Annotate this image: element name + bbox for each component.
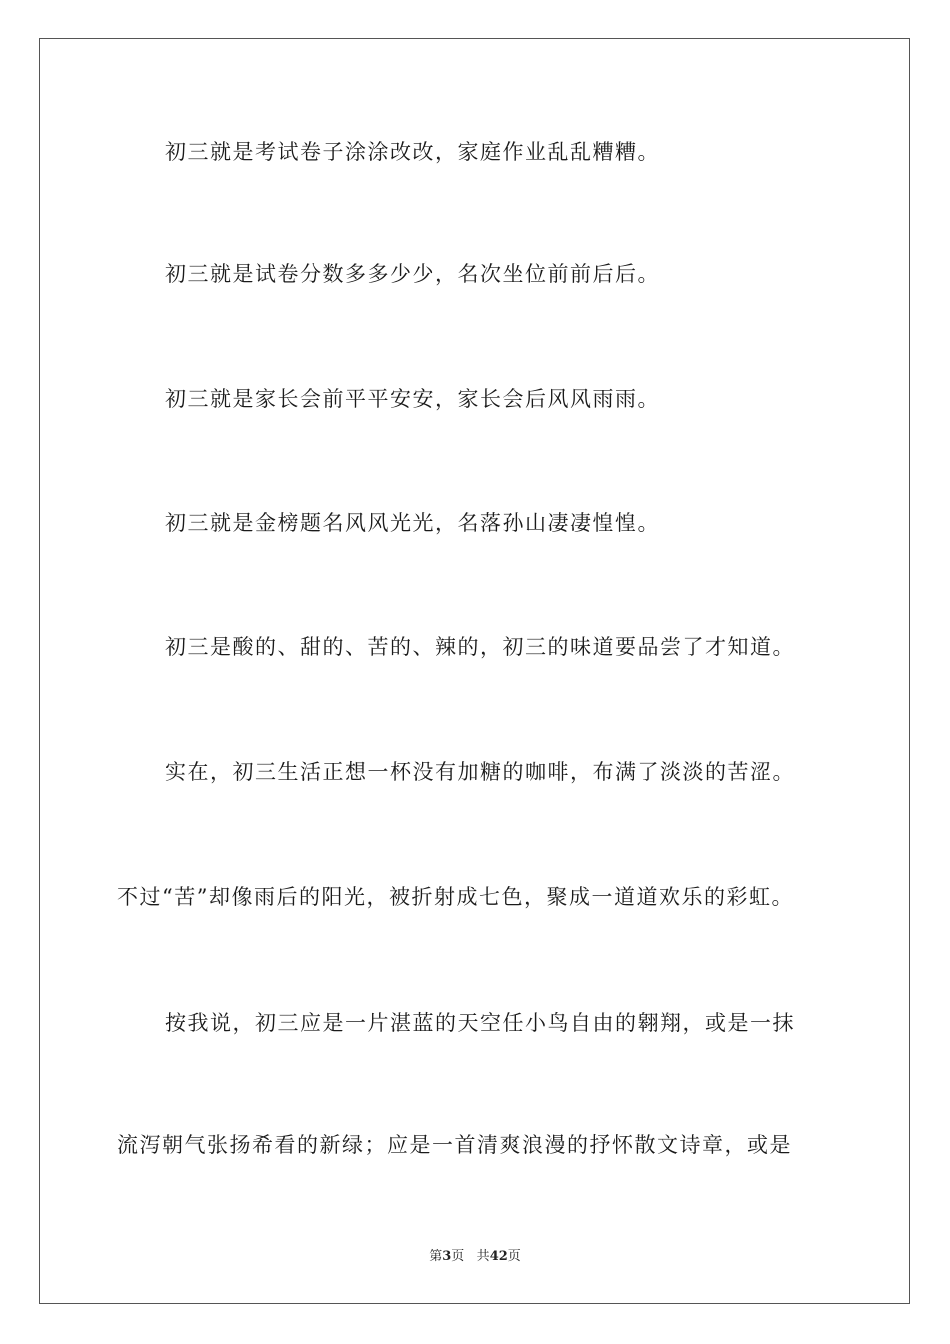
paragraph-line-6: 实在，初三生活正想一杯没有加糖的咖啡，布满了淡淡的苦涩。 bbox=[165, 760, 795, 784]
paragraph-line-8: 按我说，初三应是一片湛蓝的天空任小鸟自由的翱翔，或是一抹 bbox=[165, 1011, 795, 1035]
footer-total-pages: 42 bbox=[489, 1249, 508, 1264]
paragraph-line-3: 初三就是家长会前平平安安，家长会后风风雨雨。 bbox=[165, 387, 660, 411]
footer-page-suffix: 页 bbox=[451, 1249, 465, 1264]
footer-total-suffix: 页 bbox=[507, 1249, 521, 1264]
footer-total-prefix: 共 bbox=[476, 1249, 490, 1264]
paragraph-line-4: 初三就是金榜题名风风光光，名落孙山凄凄惶惶。 bbox=[165, 511, 660, 535]
page-footer bbox=[0, 1248, 950, 1266]
page-frame bbox=[39, 38, 910, 1304]
footer-page-prefix: 第 bbox=[429, 1249, 443, 1264]
footer-page-number: 3 bbox=[442, 1249, 452, 1264]
paragraph-line-2: 初三就是试卷分数多多少少，名次坐位前前后后。 bbox=[165, 262, 660, 286]
paragraph-line-9: 流泻朝气张扬希看的新绿；应是一首清爽浪漫的抒怀散文诗章，或是 bbox=[117, 1133, 792, 1157]
paragraph-line-1: 初三就是考试卷子涂涂改改，家庭作业乱乱糟糟。 bbox=[165, 140, 660, 164]
paragraph-line-5: 初三是酸的、甜的、苦的、辣的，初三的味道要品尝了才知道。 bbox=[165, 635, 795, 659]
paragraph-line-7: 不过“苦”却像雨后的阳光，被折射成七色，聚成一道道欢乐的彩虹。 bbox=[117, 885, 794, 909]
